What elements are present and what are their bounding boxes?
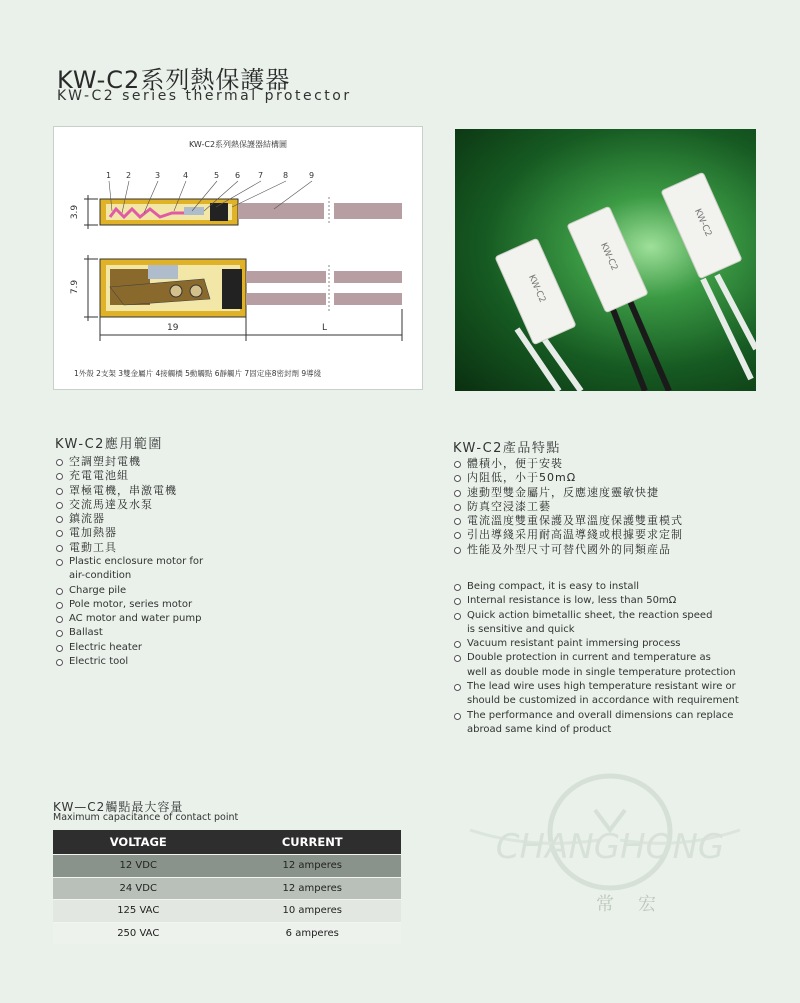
table-header-row — [53, 830, 401, 855]
list-item: Charge pile — [55, 584, 255, 598]
structure-diagram — [53, 126, 423, 390]
part-number: 1 — [106, 171, 112, 180]
list-item: 罩極電機，串激電機 — [55, 484, 177, 498]
product-label: KW-C2 — [598, 241, 620, 273]
part-number: 8 — [283, 171, 289, 180]
capacity-title-en: Maximum capacitance of contact point — [53, 812, 239, 823]
voltage-cell: 12 VDC — [53, 855, 224, 878]
list-item: AC motor and water pump — [55, 612, 255, 626]
list-item: 交流馬達及水泵 — [55, 498, 177, 512]
list-item: 電流溫度雙重保護及單溫度保護雙重模式 — [453, 514, 683, 528]
applications-list-cn — [55, 455, 177, 555]
list-item: Internal resistance is low, less than 50mΩ — [453, 594, 783, 608]
current-cell: 6 amperes — [224, 922, 401, 944]
list-item: 電動工具 — [55, 541, 177, 555]
list-item: 速動型雙金屬片，反應速度靈敏快捷 — [453, 486, 683, 500]
product-label: KW-C2 — [692, 207, 714, 239]
list-item: 防真空浸漆工藝 — [453, 500, 683, 514]
watermark-cn: 常宏 — [596, 894, 680, 915]
list-item: The performance and overall dimensions can replace abroad same kind of product — [453, 709, 783, 738]
features-title: KW-C2產品特點 — [453, 441, 561, 456]
product-label: KW-C2 — [526, 273, 548, 305]
list-item: 性能及外型尺寸可替代國外的同類産品 — [453, 543, 683, 557]
product-photo — [455, 129, 756, 391]
current-cell: 12 amperes — [224, 877, 401, 900]
voltage-cell: 250 VAC — [53, 922, 224, 944]
capacity-title-cn: KW—C2觸點最大容量 — [53, 800, 184, 814]
part-number: 2 — [126, 171, 132, 180]
header-current: CURRENT — [224, 830, 401, 855]
product-photo-drawing — [455, 129, 756, 391]
current-cell: 10 amperes — [224, 900, 401, 923]
diagram-title: KW-C2系列熱保護器結構圖 — [188, 140, 288, 149]
diagram-legend: 1外殼 2支架 3雙金屬片 4接觸橋 5動觸點 6靜觸片 7固定座8密封劑 9導綫 — [74, 369, 322, 378]
dim-length: 19 — [167, 323, 179, 333]
applications-title: KW-C2應用範圍 — [55, 437, 163, 452]
applications-list-en — [55, 555, 255, 669]
list-item: 充電電池組 — [55, 469, 177, 483]
header-voltage: VOLTAGE — [53, 830, 224, 855]
part-number: 6 — [235, 171, 241, 180]
list-item: Vacuum resistant paint immersing process — [453, 637, 783, 651]
voltage-cell: 125 VAC — [53, 900, 224, 923]
voltage-cell: 24 VDC — [53, 877, 224, 900]
page-title-cn: KW-C2系列熱保護器 — [57, 66, 291, 94]
list-item: 内阻低，小于50mΩ — [453, 471, 683, 485]
list-item: 引出導綫采用耐高温導綫或根據要求定制 — [453, 528, 683, 542]
part-number: 5 — [214, 171, 220, 180]
dim-lead: L — [322, 323, 328, 333]
list-item: Ballast — [55, 626, 255, 640]
dim-height-top: 3.9 — [70, 204, 81, 220]
table-row — [53, 922, 401, 944]
list-item: Plastic enclosure motor for air-condition — [55, 555, 255, 584]
part-number: 7 — [258, 171, 264, 180]
table-row — [53, 855, 401, 878]
current-cell: 12 amperes — [224, 855, 401, 878]
list-item: The lead wire uses high temperature resistant wire or should be customized in accordance with requirement — [453, 680, 783, 709]
list-item: Pole motor, series motor — [55, 598, 255, 612]
list-item: 空調塑封電機 — [55, 455, 177, 469]
list-item: Being compact, it is easy to install — [453, 580, 783, 594]
features-list-cn — [453, 457, 683, 557]
list-item: 鎮流器 — [55, 512, 177, 526]
part-number: 4 — [183, 171, 189, 180]
list-item: Electric tool — [55, 655, 255, 669]
part-number: 9 — [309, 171, 315, 180]
capacity-table — [53, 830, 401, 944]
watermark-brand: CHANGHONG — [495, 827, 725, 867]
page-title-en: KW-C2 series thermal protector — [57, 88, 352, 104]
part-number: 3 — [155, 171, 161, 180]
list-item: Double protection in current and temperature as well as double mode in single temperature protection — [453, 651, 783, 680]
table-row — [53, 877, 401, 900]
features-list-en — [453, 580, 783, 737]
dim-height-bottom: 7.9 — [70, 279, 81, 295]
list-item: Electric heater — [55, 641, 255, 655]
diagram-drawing — [54, 127, 422, 389]
list-item: 電加熱器 — [55, 526, 177, 540]
list-item: Quick action bimetallic sheet, the reaction speed is sensitive and quick — [453, 609, 783, 638]
table-row — [53, 900, 401, 923]
list-item: 體積小，便于安裝 — [453, 457, 683, 471]
